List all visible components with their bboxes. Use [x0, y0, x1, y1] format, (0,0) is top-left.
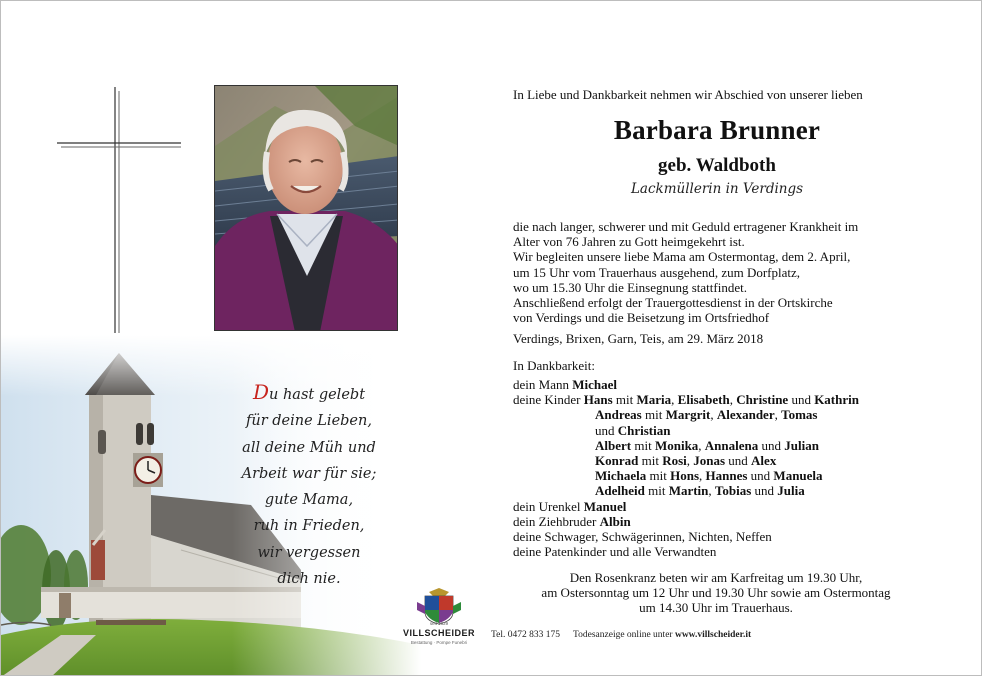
- family-row: deine Kinder Hans mit Maria, Elisabeth, Christine und Kathrin: [513, 392, 859, 408]
- poem-line: wir vergessen: [257, 544, 361, 561]
- poem-line: all deine Müh und: [242, 439, 376, 456]
- cross-icon: [57, 87, 181, 333]
- logo-name: VILLSCHEIDER: [402, 628, 475, 638]
- text-line: Anschließend erfolgt der Trauergottesdienst in der Ortskirche: [513, 295, 833, 311]
- poem-line: gute Mama,: [264, 492, 354, 509]
- logo-subtitle: Bestattung · Pompe Funebri: [410, 640, 468, 645]
- rosary-info: [501, 570, 931, 616]
- text-line: Den Rosenkranz beten wir am Karfreitag um 19.30 Uhr,: [569, 570, 863, 585]
- occupation: Lackmüllerin in Verdings: [630, 181, 804, 197]
- family-row: dein Mann Michael: [513, 377, 617, 392]
- family-row: Andreas mit Margrit, Alexander, Tomas: [595, 407, 818, 423]
- family-row: Michaela mit Hons, Hannes und Manuela: [595, 468, 823, 484]
- family-row: dein Urenkel Manuel: [513, 498, 627, 514]
- family-row: und Christian: [595, 422, 671, 438]
- text-line: um 15 Uhr vom Trauerhaus ausgehend, zum Dorfplatz,: [513, 264, 801, 280]
- announcement-text: [513, 219, 923, 325]
- online-notice: Todesanzeige online unter www.villscheider.it: [573, 630, 752, 640]
- text-line: wo um 15.30 Uhr die Einsegnung stattfindet.: [513, 279, 747, 295]
- text-line: die nach langer, schwerer und mit Geduld ertragener Krankheit im: [513, 219, 859, 234]
- intro-text: In Liebe und Dankbarkeit nehmen wir Abschied von unserer lieben: [513, 87, 863, 102]
- family-row: Albert mit Monika, Annalena und Julian: [595, 437, 819, 453]
- logo-since: seit 1829: [429, 621, 449, 626]
- deceased-name: Barbara Brunner: [613, 115, 821, 145]
- family-row: dein Ziehbruder Albin: [513, 513, 631, 529]
- text-line: um 14.30 Uhr im Trauerhaus.: [639, 600, 793, 616]
- phone-number: Tel. 0472 833 175: [491, 630, 560, 640]
- family-list: [513, 377, 933, 559]
- text-line: Alter von 76 Jahren zu Gott heimgekehrt ist.: [513, 234, 745, 250]
- poem: [229, 379, 389, 592]
- birth-name: geb. Waldboth: [658, 155, 776, 176]
- text-line: am Ostersonntag um 12 Uhr und 19.30 Uhr sowie am Ostermontag: [541, 585, 891, 601]
- poem-line: ruh in Frieden,: [253, 518, 365, 535]
- poem-line: für deine Lieben,: [246, 413, 372, 430]
- place-date: Verdings, Brixen, Garn, Teis, am 29. März 2018: [513, 331, 764, 346]
- family-row: deine Patenkinder und alle Verwandten: [513, 544, 717, 560]
- poem-drop-cap: D: [252, 380, 270, 404]
- portrait-photo: [214, 85, 398, 331]
- poem-line: dich nie.: [277, 571, 341, 588]
- family-row: Konrad mit Rosi, Jonas und Alex: [595, 452, 777, 468]
- website-link[interactable]: www.villscheider.it: [674, 630, 752, 640]
- poem-line: Arbeit war für sie;: [241, 465, 377, 482]
- text-line: Wir begleiten unsere liebe Mama am Ostermontag, dem 2. April,: [513, 249, 851, 265]
- thanks-heading: In Dankbarkeit:: [513, 358, 595, 373]
- text-line: von Verdings und die Beisetzung im Ortsfriedhof: [513, 310, 770, 326]
- family-row: deine Schwager, Schwägerinnen, Nichten, Neffen: [513, 528, 772, 544]
- family-row: Adelheid mit Martin, Tobias und Julia: [595, 483, 805, 499]
- poem-line: Du hast gelebt: [252, 380, 366, 404]
